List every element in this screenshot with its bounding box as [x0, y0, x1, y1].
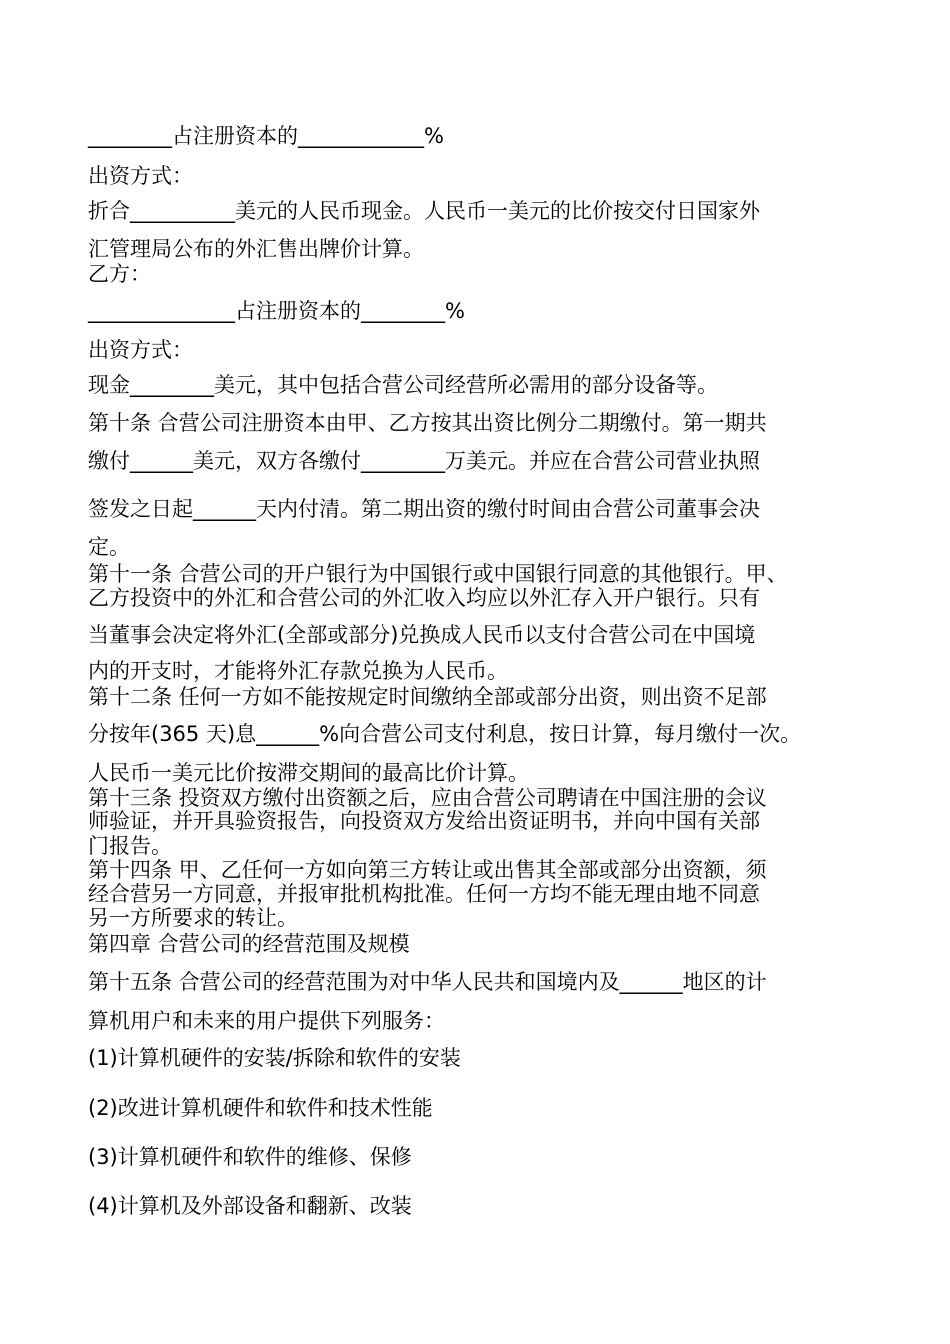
text-line: 第十三条 投资双方缴付出资额之后，应由合营公司聘请在中国注册的会议: [88, 786, 767, 810]
text-line: 缴付______美元，双方各缴付________万美元。并应在合营公司营业执照: [88, 449, 760, 473]
text-line: 第十四条 甲、乙任何一方如向第三方转让或出售其全部或部分出资额，须: [88, 858, 767, 882]
list-item: (3)计算机硬件和软件的维修、保修: [88, 1145, 412, 1169]
text-line: 定。: [88, 535, 130, 559]
text-line: 内的开支时，才能将外汇存款兑换为人民币。: [88, 659, 508, 683]
text-line: 经合营另一方同意，并报审批机构批准。任何一方均不能无理由地不同意: [88, 882, 760, 906]
text-line: 门报告。: [88, 834, 172, 858]
text-line: 分按年(365 天)息______%向合营公司支付利息，按日计算，每月缴付一次。: [88, 722, 802, 746]
text-line: ______________占注册资本的________%: [88, 299, 465, 323]
text-line: ________占注册资本的____________%: [88, 124, 444, 148]
text-line: 当董事会决定将外汇(全部或部分)兑换成人民币以支付合营公司在中国境: [88, 623, 756, 647]
text-line: 第十一条 合营公司的开户银行为中国银行或中国银行同意的其他银行。甲、: [88, 562, 788, 586]
chapter-heading: 第四章 合营公司的经营范围及规模: [88, 932, 410, 956]
list-item: (1)计算机硬件的安装/拆除和软件的安装: [88, 1046, 461, 1070]
text-line: 师验证，并开具验资报告，向投资双方发给出资证明书，并向中国有关部: [88, 809, 760, 833]
text-line: 算机用户和未来的用户提供下列服务：: [88, 1009, 445, 1033]
text-line: 第十五条 合营公司的经营范围为对中华人民共和国境内及______地区的计: [88, 970, 767, 994]
text-line: 另一方所要求的转让。: [88, 906, 298, 930]
text-line: 乙方投资中的外汇和合营公司的外汇收入均应以外汇存入开户银行。只有: [88, 586, 760, 610]
text-line: 第十二条 任何一方如不能按规定时间缴纳全部或部分出资，则出资不足部: [88, 685, 767, 709]
text-line: 汇管理局公布的外汇售出牌价计算。: [88, 237, 424, 261]
list-item: (4)计算机及外部设备和翻新、改装: [88, 1194, 412, 1218]
text-line: 折合__________美元的人民币现金。人民币一美元的比价按交付日国家外: [88, 199, 760, 223]
text-line: 第十条 合营公司注册资本由甲、乙方按其出资比例分二期缴付。第一期共: [88, 411, 767, 435]
text-line: 人民币一美元比价按滞交期间的最高比价计算。: [88, 761, 529, 785]
list-item: (2)改进计算机硬件和软件和技术性能: [88, 1096, 433, 1120]
text-line: 现金________美元，其中包括合营公司经营所必需用的部分设备等。: [88, 373, 718, 397]
text-line: 乙方：: [88, 262, 151, 286]
text-line: 出资方式：: [88, 338, 193, 362]
text-line: 出资方式：: [88, 164, 193, 188]
text-line: 签发之日起______天内付清。第二期出资的缴付时间由合营公司董事会决: [88, 497, 760, 521]
